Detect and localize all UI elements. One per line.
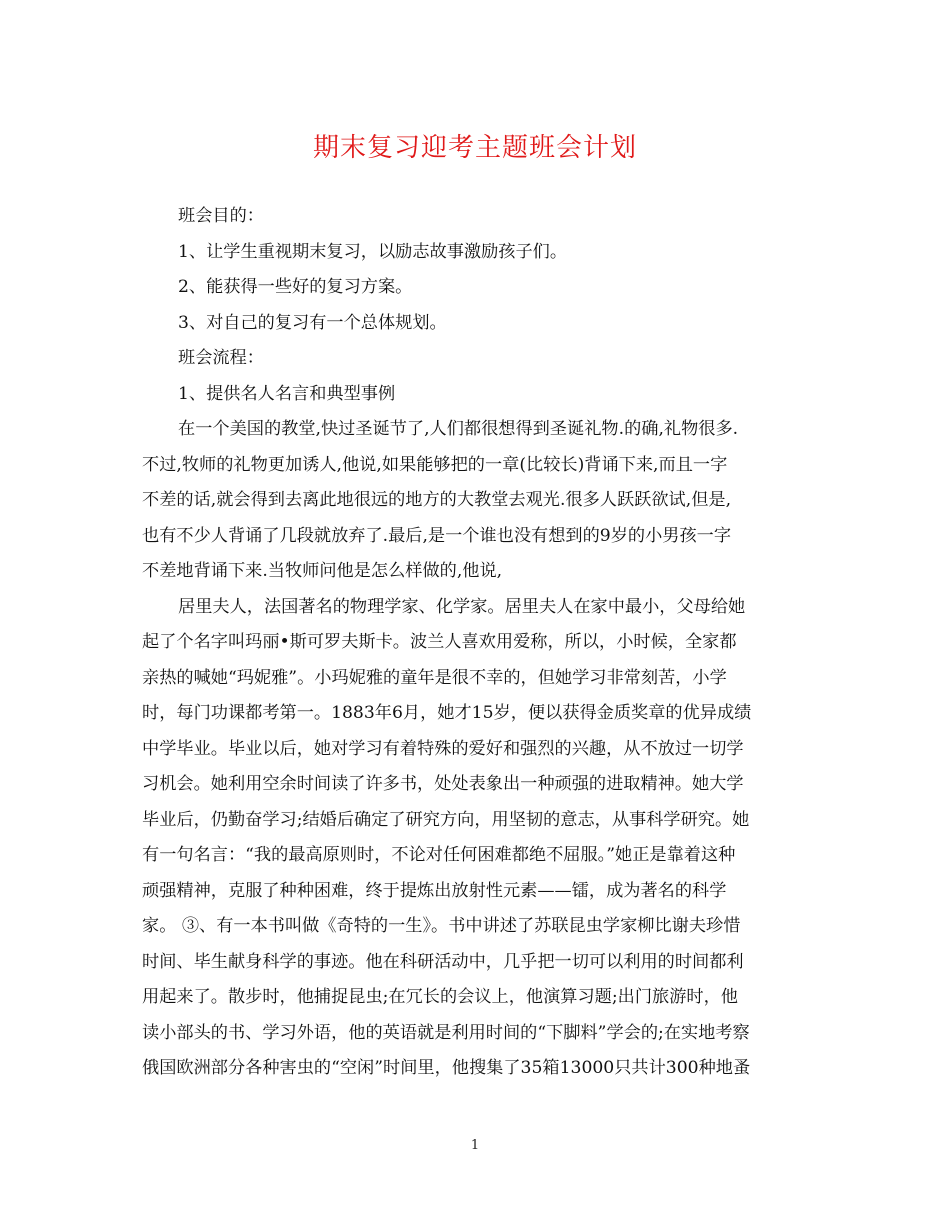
body-line: 起了个名字叫玛丽•斯可罗夫斯卡。波兰人喜欢用爱称，所以，小时候，全家都 — [142, 632, 737, 652]
body-line: 时间、毕生献身科学的事迹。他在科研活动中，几乎把一切可以利用的时间都利 — [142, 951, 744, 972]
body-line: 读小部头的书、学习外语，他的英语就是利用时间的“下脚料”学会的;在实地考察 — [142, 1022, 750, 1043]
body-line: 有一句名言：“我的最高原则时，不论对任何困难都绝不屈服。”她正是靠着这种 — [142, 845, 736, 865]
body-line: 3、对自己的复习有一个总体规划。 — [178, 312, 447, 333]
page-number: 1 — [470, 1138, 480, 1153]
body-line: 班会流程： — [178, 348, 264, 368]
body-line: 用起来了。散步时，他捕捉昆虫;在冗长的会议上，他演算习题;出门旅游时，他 — [142, 987, 738, 1007]
body-line: 中学毕业。毕业以后，她对学习有着特殊的爱好和强烈的兴趣，从不放过一切学 — [142, 738, 744, 759]
body-line: 时，每门功课都考第一。1883年6月，她才15岁，便以获得金质奖章的优异成绩 — [142, 703, 752, 723]
document-title: 期末复习迎考主题班会计划 — [312, 133, 637, 163]
body-line: 也有不少人背诵了几段就放弃了.最后,是一个谁也没有想到的9岁的小男孩一字 — [142, 525, 732, 546]
document-body — [142, 199, 802, 1087]
body-line: 习机会。她利用空余时间读了许多书，处处表象出一种顽强的进取精神。她大学 — [142, 774, 744, 794]
body-line: 毕业后，仍勤奋学习;结婚后确定了研究方向，用坚韧的意志，从事科学研究。她 — [142, 809, 750, 830]
body-line: 1、提供名人名言和典型事例 — [178, 383, 396, 404]
body-line: 不差的话,就会得到去离此地很远的地方的大教堂去观光.很多人跃跃欲试,但是, — [142, 490, 732, 510]
body-line: 居里夫人，法国著名的物理学家、化学家。居里夫人在家中最小，父母给她 — [178, 596, 746, 617]
body-line: 顽强精神，克服了种种困难，终于提炼出放射性元素——镭，成为著名的科学 — [142, 880, 727, 901]
body-line: 在一个美国的教堂,快过圣诞节了,人们都很想得到圣诞礼物.的确,礼物很多. — [178, 419, 739, 439]
body-line: 俄国欧洲部分各种害虫的“空闲”时间里，他搜集了35箱13000只共计300种地蚤 — [142, 1058, 751, 1078]
body-line: 2、能获得一些好的复习方案。 — [178, 277, 413, 297]
body-line: 家。 ③、有一本书叫做《奇特的一生》。书中讲述了苏联昆虫学家柳比谢夫珍惜 — [142, 916, 741, 936]
body-line: 亲热的喊她“玛妮雅”。小玛妮雅的童年是很不幸的，但她学习非常刻苦，小学 — [142, 667, 727, 688]
body-line: 不过,牧师的礼物更加诱人,他说,如果能够把的一章(比较长)背诵下来,而且一字 — [142, 454, 728, 475]
body-line: 1、让学生重视期末复习，以励志故事激励孩子们。 — [178, 241, 568, 262]
body-line: 不差地背诵下来.当牧师问他是怎么样做的,他说, — [142, 561, 503, 581]
body-line: 班会目的： — [178, 206, 264, 226]
